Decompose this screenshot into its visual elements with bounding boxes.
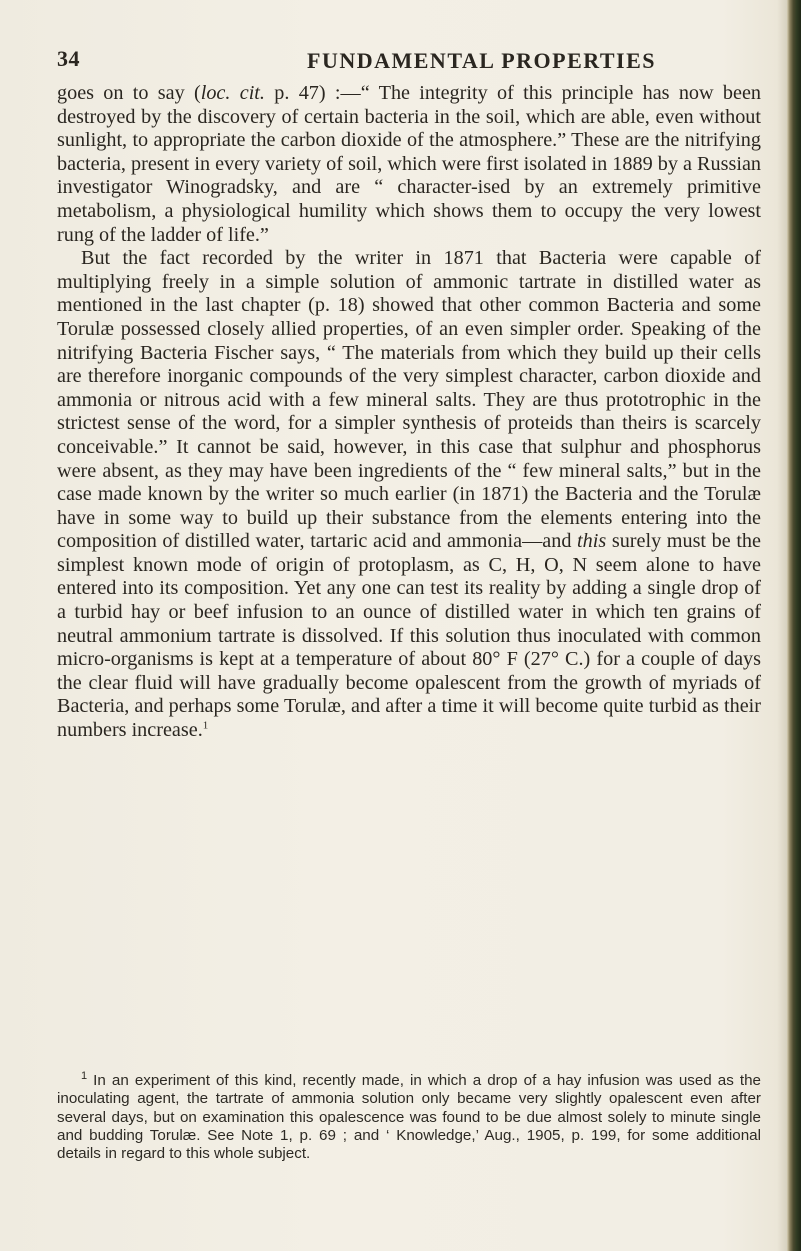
footnote-marker: 1 — [81, 1069, 88, 1082]
binding-shadow — [777, 0, 787, 1251]
paragraph-1-citation: loc. cit. — [200, 82, 265, 104]
running-head: FUNDAMENTAL PROPERTIES — [307, 48, 657, 73]
paragraph-2-text-b: surely must be the simplest known mode of origin of protoplasm, as C, H, O, N seem alone to have entered into its composition. Yet any one can test its reality by adding a single drop of a turbid hay or beef infusion to an ounce of distilled water in which ten grains of neutral ammonium tartrate is dissolved. If this solution thus inoculated with common micro-organisms is kept at a temperature of about 80° F (27° C.) for a couple of days the clear fluid will have gradually become opalescent from the growth of myriads of Bacteria, and perhaps some Torulæ, and after a time it will become quite turbid as their numbers increase. — [57, 530, 761, 742]
paragraph-2-text-a: But the fact recorded by the writer in 1871 that Bacteria were capable of multiplying freely in a simple solution of ammonic tartrate in distilled water as mentioned in the last chapter (p. 18) showed that other common Bacteria and some Torulæ possessed closely allied properties, of an even simpler order. Speaking of the nitrifying Bacteria Fischer says, “ The materials from which they build up their cells are therefore inorganic compounds of the very simplest character, carbon dioxide and ammonia or nitrous acid with a few mineral salts. They are thus prototrophic in the strictest sense of the word, for a simpler synthesis of proteids than theirs is scarcely conceivable.” It cannot be said, however, in this case that sulphur and phosphorus were absent, as they may have been ingredients of the “ few mineral salts,” but in the case made known by the writer so much earlier (in 1871) the Bacteria and the Torulæ have in some way to build up their substance from the elements entering into the composition of distilled water, tartaric acid and ammonia—and — [57, 247, 761, 553]
footnote-paragraph — [57, 1069, 761, 1163]
paragraph-1-text-a: goes on to say ( — [57, 82, 201, 104]
binding-edge — [787, 0, 801, 1251]
paragraph-1-text-b: p. 47) :—“ The integrity of this principle has now been destroyed by the discovery of certain bacteria in the soil, which are able, even without sunlight, to appropriate the carbon dioxide of the atmosphere.” These are the nitrifying bacteria, present in every variety of soil, which were first isolated in 1889 by a Russian investigator Winogradsky, and are “ character-ised by an extremely primitive metabolism, a physiological humility which shows them to occupy the very lowest rung of the ladder of life.” — [57, 82, 762, 246]
paragraph-2 — [57, 247, 761, 742]
paragraph-1 — [57, 82, 761, 247]
paragraph-2-emphasis: this — [577, 530, 607, 553]
page-number: 34 — [57, 46, 80, 71]
footnote — [57, 1069, 761, 1163]
footnote-reference: 1 — [202, 719, 209, 732]
page-header — [57, 38, 757, 78]
body-text — [57, 82, 761, 743]
footnote-text: In an experiment of this kind, recently made, in which a drop of a hay infusion was used as the inoculating agent, the tartrate of ammonia solution only became very slightly opalescent even after several days, but on examination this opalescence was found to be due almost solely to minute single and budding Torulæ. See Note 1, p. 69 ; and ‘ Knowledge,’ Aug., 1905, p. 199, for some additional details in regard to this whole subject. — [57, 1072, 761, 1163]
